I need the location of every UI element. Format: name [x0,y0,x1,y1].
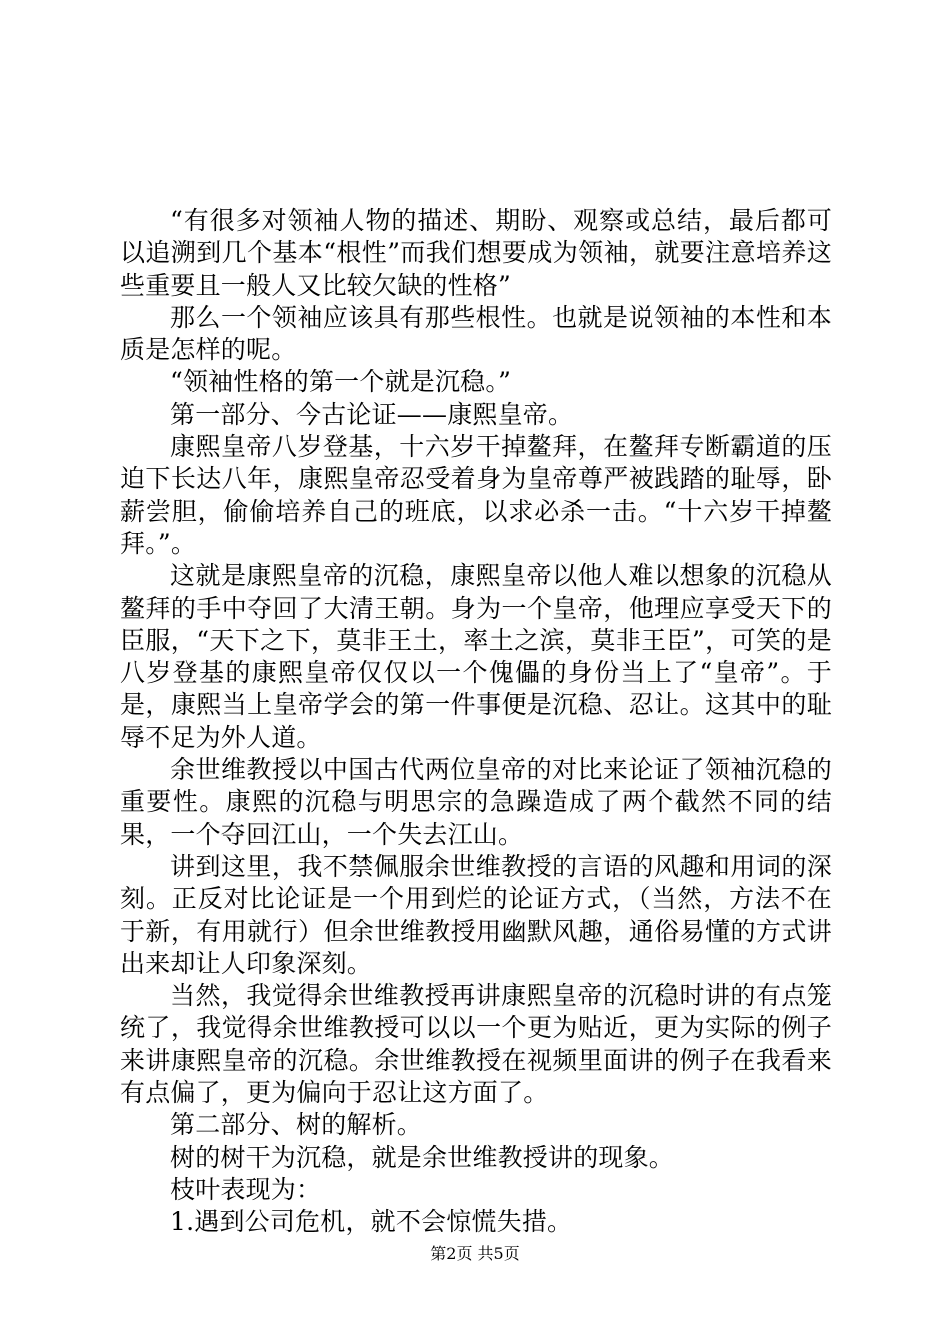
paragraph-1: “有很多对领袖人物的描述、期盼、观察或总结，最后都可以追溯到几个基本“根性”而我们想要成为领袖，就要注意培养这些重要且一般人又比较欠缺的性格” [120,206,832,300]
paragraph-6: 余世维教授以中国古代两位皇帝的对比来论证了领袖沉稳的重要性。康熙的沉稳与明思宗的急躁造成了两个截然不同的结果，一个夺回江山，一个失去江山。 [120,755,832,849]
document-body [120,205,832,1239]
section-heading-1: 第一部分、今古论证——康熙皇帝。 [170,399,574,429]
paragraph-9: 树的树干为沉稳，就是余世维教授讲的现象。 [170,1142,675,1172]
section-heading-2: 第二部分、树的解析。 [170,1110,423,1140]
paragraph-2: 那么一个领袖应该具有那些根性。也就是说领袖的本性和本质是怎样的呢。 [120,302,832,365]
paragraph-10: 枝叶表现为： [170,1174,322,1204]
paragraph-5: 这就是康熙皇帝的沉稳，康熙皇帝以他人难以想象的沉稳从鳌拜的手中夺回了大清王朝。身为一个皇帝，他理应享受天下的臣服，“天下之下，莫非王土，率土之滨，莫非王臣”，可笑的是八岁登基的康熙皇帝仅仅以一个傀儡的身份当上了“皇帝”。于是，康熙当上皇帝学会的第一件事便是沉稳、忍让。这其中的耻辱不足为外人道。 [120,561,832,752]
list-item-1: 1.遇到公司危机，就不会惊慌失措。 [170,1207,573,1237]
paragraph-3: “领袖性格的第一个就是沉稳。” [170,367,512,397]
page-footer: 第2页 共5页 [430,1244,520,1263]
paragraph-7: 讲到这里，我不禁佩服余世维教授的言语的风趣和用词的深刻。正反对比论证是一个用到烂的论证方式，（当然，方法不在于新，有用就行）但余世维教授用幽默风趣，通俗易懂的方式讲出来却让人印象深刻。 [120,851,832,978]
paragraph-4: 康熙皇帝八岁登基，十六岁干掉鳌拜，在鳌拜专断霸道的压迫下长达八年，康熙皇帝忍受着身为皇帝尊严被践踏的耻辱，卧薪尝胆，偷偷培养自己的班底，以求必杀一击。“十六岁干掉鳌拜。”。 [120,432,832,558]
paragraph-8: 当然，我觉得余世维教授再讲康熙皇帝的沉稳时讲的有点笼统了，我觉得余世维教授可以以一个更为贴近，更为实际的例子来讲康熙皇帝的沉稳。余世维教授在视频里面讲的例子在我看来有点偏了，更为偏向于忍让这方面了。 [120,981,832,1108]
